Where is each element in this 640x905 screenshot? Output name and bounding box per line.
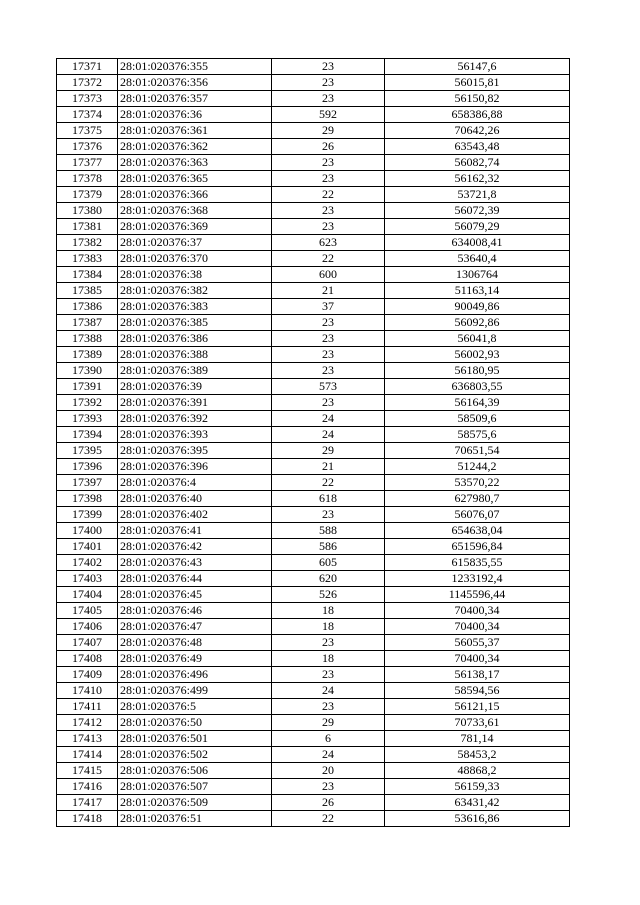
cadastral-number-cell: 28:01:020376:357: [118, 91, 272, 107]
area-cell: 23: [272, 331, 385, 347]
table-row: [57, 811, 570, 827]
area-cell: 573: [272, 379, 385, 395]
row-number-cell: 17413: [57, 731, 118, 747]
row-number-cell: 17398: [57, 491, 118, 507]
area-cell: 23: [272, 363, 385, 379]
table-row: [57, 587, 570, 603]
value-cell: 51244,2: [385, 459, 570, 475]
area-cell: 18: [272, 651, 385, 667]
row-number-cell: 17404: [57, 587, 118, 603]
table-row: [57, 283, 570, 299]
area-cell: 23: [272, 75, 385, 91]
value-cell: 48868,2: [385, 763, 570, 779]
value-cell: 658386,88: [385, 107, 570, 123]
area-cell: 20: [272, 763, 385, 779]
value-cell: 56092,86: [385, 315, 570, 331]
row-number-cell: 17385: [57, 283, 118, 299]
row-number-cell: 17375: [57, 123, 118, 139]
value-cell: 56072,39: [385, 203, 570, 219]
value-cell: 58453,2: [385, 747, 570, 763]
area-cell: 23: [272, 699, 385, 715]
value-cell: 51163,14: [385, 283, 570, 299]
cadastral-number-cell: 28:01:020376:44: [118, 571, 272, 587]
table-row: [57, 539, 570, 555]
area-cell: 18: [272, 619, 385, 635]
area-cell: 23: [272, 635, 385, 651]
area-cell: 29: [272, 443, 385, 459]
table-row: [57, 363, 570, 379]
value-cell: 53570,22: [385, 475, 570, 491]
cadastral-number-cell: 28:01:020376:385: [118, 315, 272, 331]
area-cell: 37: [272, 299, 385, 315]
table-row: [57, 91, 570, 107]
value-cell: 63543,48: [385, 139, 570, 155]
area-cell: 21: [272, 283, 385, 299]
row-number-cell: 17389: [57, 347, 118, 363]
table-row: [57, 763, 570, 779]
area-cell: 620: [272, 571, 385, 587]
area-cell: 26: [272, 795, 385, 811]
cadastral-number-cell: 28:01:020376:388: [118, 347, 272, 363]
cadastral-number-cell: 28:01:020376:391: [118, 395, 272, 411]
value-cell: 56150,82: [385, 91, 570, 107]
area-cell: 6: [272, 731, 385, 747]
area-cell: 22: [272, 187, 385, 203]
cadastral-number-cell: 28:01:020376:368: [118, 203, 272, 219]
area-cell: 23: [272, 315, 385, 331]
cadastral-number-cell: 28:01:020376:501: [118, 731, 272, 747]
value-cell: 56162,32: [385, 171, 570, 187]
value-cell: 56041,8: [385, 331, 570, 347]
row-number-cell: 17386: [57, 299, 118, 315]
row-number-cell: 17397: [57, 475, 118, 491]
row-number-cell: 17412: [57, 715, 118, 731]
table-row: [57, 683, 570, 699]
cadastral-number-cell: 28:01:020376:48: [118, 635, 272, 651]
area-cell: 623: [272, 235, 385, 251]
cadastral-number-cell: 28:01:020376:396: [118, 459, 272, 475]
cadastral-number-cell: 28:01:020376:46: [118, 603, 272, 619]
area-cell: 23: [272, 779, 385, 795]
row-number-cell: 17393: [57, 411, 118, 427]
row-number-cell: 17377: [57, 155, 118, 171]
value-cell: 58594,56: [385, 683, 570, 699]
row-number-cell: 17380: [57, 203, 118, 219]
value-cell: 56082,74: [385, 155, 570, 171]
row-number-cell: 17400: [57, 523, 118, 539]
cadastral-number-cell: 28:01:020376:509: [118, 795, 272, 811]
cadastral-number-cell: 28:01:020376:45: [118, 587, 272, 603]
row-number-cell: 17399: [57, 507, 118, 523]
row-number-cell: 17390: [57, 363, 118, 379]
row-number-cell: 17395: [57, 443, 118, 459]
row-number-cell: 17396: [57, 459, 118, 475]
area-cell: 29: [272, 715, 385, 731]
cadastral-number-cell: 28:01:020376:50: [118, 715, 272, 731]
cadastral-number-cell: 28:01:020376:41: [118, 523, 272, 539]
cadastral-number-cell: 28:01:020376:395: [118, 443, 272, 459]
table-row: [57, 395, 570, 411]
value-cell: 56015,81: [385, 75, 570, 91]
area-cell: 23: [272, 347, 385, 363]
table-row: [57, 235, 570, 251]
table-row: [57, 443, 570, 459]
area-cell: 29: [272, 123, 385, 139]
value-cell: 636803,55: [385, 379, 570, 395]
cadastral-number-cell: 28:01:020376:42: [118, 539, 272, 555]
row-number-cell: 17409: [57, 667, 118, 683]
cadastral-number-cell: 28:01:020376:496: [118, 667, 272, 683]
value-cell: 56138,17: [385, 667, 570, 683]
cadastral-number-cell: 28:01:020376:49: [118, 651, 272, 667]
table-row: [57, 635, 570, 651]
cadastral-number-cell: 28:01:020376:363: [118, 155, 272, 171]
table-row: [57, 475, 570, 491]
table-row: [57, 75, 570, 91]
cadastral-number-cell: 28:01:020376:356: [118, 75, 272, 91]
area-cell: 23: [272, 91, 385, 107]
value-cell: 1306764: [385, 267, 570, 283]
table-row: [57, 155, 570, 171]
value-cell: 58575,6: [385, 427, 570, 443]
row-number-cell: 17391: [57, 379, 118, 395]
row-number-cell: 17417: [57, 795, 118, 811]
row-number-cell: 17406: [57, 619, 118, 635]
row-number-cell: 17374: [57, 107, 118, 123]
cadastral-number-cell: 28:01:020376:39: [118, 379, 272, 395]
row-number-cell: 17407: [57, 635, 118, 651]
cadastral-number-cell: 28:01:020376:506: [118, 763, 272, 779]
row-number-cell: 17392: [57, 395, 118, 411]
value-cell: 70733,61: [385, 715, 570, 731]
table-row: [57, 571, 570, 587]
table-row: [57, 715, 570, 731]
table-row: [57, 219, 570, 235]
row-number-cell: 17378: [57, 171, 118, 187]
value-cell: 1145596,44: [385, 587, 570, 603]
row-number-cell: 17376: [57, 139, 118, 155]
cadastral-number-cell: 28:01:020376:4: [118, 475, 272, 491]
row-number-cell: 17372: [57, 75, 118, 91]
table-row: [57, 347, 570, 363]
area-cell: 24: [272, 427, 385, 443]
cadastral-number-cell: 28:01:020376:502: [118, 747, 272, 763]
table-row: [57, 171, 570, 187]
table-row: [57, 795, 570, 811]
row-number-cell: 17416: [57, 779, 118, 795]
value-cell: 53616,86: [385, 811, 570, 827]
value-cell: 1233192,4: [385, 571, 570, 587]
area-cell: 21: [272, 459, 385, 475]
row-number-cell: 17408: [57, 651, 118, 667]
row-number-cell: 17382: [57, 235, 118, 251]
value-cell: 56121,15: [385, 699, 570, 715]
cadastral-number-cell: 28:01:020376:362: [118, 139, 272, 155]
value-cell: 56079,29: [385, 219, 570, 235]
table-row: [57, 427, 570, 443]
table-row: [57, 779, 570, 795]
cadastral-number-cell: 28:01:020376:383: [118, 299, 272, 315]
value-cell: 615835,55: [385, 555, 570, 571]
row-number-cell: 17388: [57, 331, 118, 347]
cadastral-number-cell: 28:01:020376:36: [118, 107, 272, 123]
area-cell: 22: [272, 811, 385, 827]
table-row: [57, 699, 570, 715]
cadastral-number-cell: 28:01:020376:366: [118, 187, 272, 203]
value-cell: 90049,86: [385, 299, 570, 315]
value-cell: 63431,42: [385, 795, 570, 811]
cadastral-number-cell: 28:01:020376:47: [118, 619, 272, 635]
cadastral-number-cell: 28:01:020376:43: [118, 555, 272, 571]
row-number-cell: 17381: [57, 219, 118, 235]
area-cell: 23: [272, 395, 385, 411]
cadastral-number-cell: 28:01:020376:370: [118, 251, 272, 267]
value-cell: 56002,93: [385, 347, 570, 363]
cadastral-number-cell: 28:01:020376:5: [118, 699, 272, 715]
table-row: [57, 251, 570, 267]
value-cell: 654638,04: [385, 523, 570, 539]
table-row: [57, 299, 570, 315]
table-row: [57, 315, 570, 331]
table-row: [57, 747, 570, 763]
row-number-cell: 17401: [57, 539, 118, 555]
value-cell: 56055,37: [385, 635, 570, 651]
table-row: [57, 59, 570, 75]
area-cell: 23: [272, 219, 385, 235]
cadastral-number-cell: 28:01:020376:365: [118, 171, 272, 187]
value-cell: 56159,33: [385, 779, 570, 795]
cadastral-number-cell: 28:01:020376:51: [118, 811, 272, 827]
cadastral-number-cell: 28:01:020376:386: [118, 331, 272, 347]
area-cell: 23: [272, 507, 385, 523]
cadastral-number-cell: 28:01:020376:499: [118, 683, 272, 699]
row-number-cell: 17414: [57, 747, 118, 763]
area-cell: 23: [272, 59, 385, 75]
area-cell: 605: [272, 555, 385, 571]
row-number-cell: 17405: [57, 603, 118, 619]
table-row: [57, 331, 570, 347]
registry-table-body: [57, 59, 570, 827]
area-cell: 588: [272, 523, 385, 539]
row-number-cell: 17394: [57, 427, 118, 443]
table-row: [57, 459, 570, 475]
table-row: [57, 107, 570, 123]
table-row: [57, 411, 570, 427]
area-cell: 24: [272, 411, 385, 427]
value-cell: 70400,34: [385, 603, 570, 619]
row-number-cell: 17403: [57, 571, 118, 587]
cadastral-number-cell: 28:01:020376:507: [118, 779, 272, 795]
cadastral-number-cell: 28:01:020376:37: [118, 235, 272, 251]
cadastral-number-cell: 28:01:020376:40: [118, 491, 272, 507]
value-cell: 634008,41: [385, 235, 570, 251]
value-cell: 627980,7: [385, 491, 570, 507]
cadastral-number-cell: 28:01:020376:382: [118, 283, 272, 299]
cadastral-number-cell: 28:01:020376:402: [118, 507, 272, 523]
area-cell: 18: [272, 603, 385, 619]
table-row: [57, 651, 570, 667]
area-cell: 600: [272, 267, 385, 283]
row-number-cell: 17384: [57, 267, 118, 283]
table-row: [57, 491, 570, 507]
value-cell: 56147,6: [385, 59, 570, 75]
value-cell: 53721,8: [385, 187, 570, 203]
table-row: [57, 203, 570, 219]
cadastral-number-cell: 28:01:020376:38: [118, 267, 272, 283]
value-cell: 58509,6: [385, 411, 570, 427]
value-cell: 651596,84: [385, 539, 570, 555]
row-number-cell: 17387: [57, 315, 118, 331]
value-cell: 70642,26: [385, 123, 570, 139]
cadastral-number-cell: 28:01:020376:393: [118, 427, 272, 443]
table-row: [57, 507, 570, 523]
value-cell: 70400,34: [385, 619, 570, 635]
area-cell: 23: [272, 667, 385, 683]
value-cell: 56076,07: [385, 507, 570, 523]
value-cell: 56164,39: [385, 395, 570, 411]
cadastral-number-cell: 28:01:020376:389: [118, 363, 272, 379]
value-cell: 53640,4: [385, 251, 570, 267]
value-cell: 70651,54: [385, 443, 570, 459]
area-cell: 22: [272, 251, 385, 267]
row-number-cell: 17383: [57, 251, 118, 267]
table-row: [57, 139, 570, 155]
table-row: [57, 667, 570, 683]
table-row: [57, 603, 570, 619]
area-cell: 592: [272, 107, 385, 123]
table-row: [57, 267, 570, 283]
row-number-cell: 17418: [57, 811, 118, 827]
cadastral-number-cell: 28:01:020376:369: [118, 219, 272, 235]
value-cell: 70400,34: [385, 651, 570, 667]
area-cell: 618: [272, 491, 385, 507]
table-row: [57, 555, 570, 571]
row-number-cell: 17410: [57, 683, 118, 699]
area-cell: 24: [272, 747, 385, 763]
area-cell: 24: [272, 683, 385, 699]
row-number-cell: 17379: [57, 187, 118, 203]
area-cell: 526: [272, 587, 385, 603]
cadastral-number-cell: 28:01:020376:361: [118, 123, 272, 139]
area-cell: 26: [272, 139, 385, 155]
area-cell: 23: [272, 171, 385, 187]
cadastral-number-cell: 28:01:020376:355: [118, 59, 272, 75]
cadastral-number-cell: 28:01:020376:392: [118, 411, 272, 427]
row-number-cell: 17402: [57, 555, 118, 571]
row-number-cell: 17371: [57, 59, 118, 75]
area-cell: 22: [272, 475, 385, 491]
registry-table: [56, 58, 570, 827]
table-row: [57, 123, 570, 139]
row-number-cell: 17373: [57, 91, 118, 107]
value-cell: 781,14: [385, 731, 570, 747]
table-row: [57, 187, 570, 203]
table-row: [57, 619, 570, 635]
area-cell: 586: [272, 539, 385, 555]
value-cell: 56180,95: [385, 363, 570, 379]
table-row: [57, 379, 570, 395]
area-cell: 23: [272, 203, 385, 219]
row-number-cell: 17415: [57, 763, 118, 779]
table-row: [57, 731, 570, 747]
table-row: [57, 523, 570, 539]
row-number-cell: 17411: [57, 699, 118, 715]
area-cell: 23: [272, 155, 385, 171]
